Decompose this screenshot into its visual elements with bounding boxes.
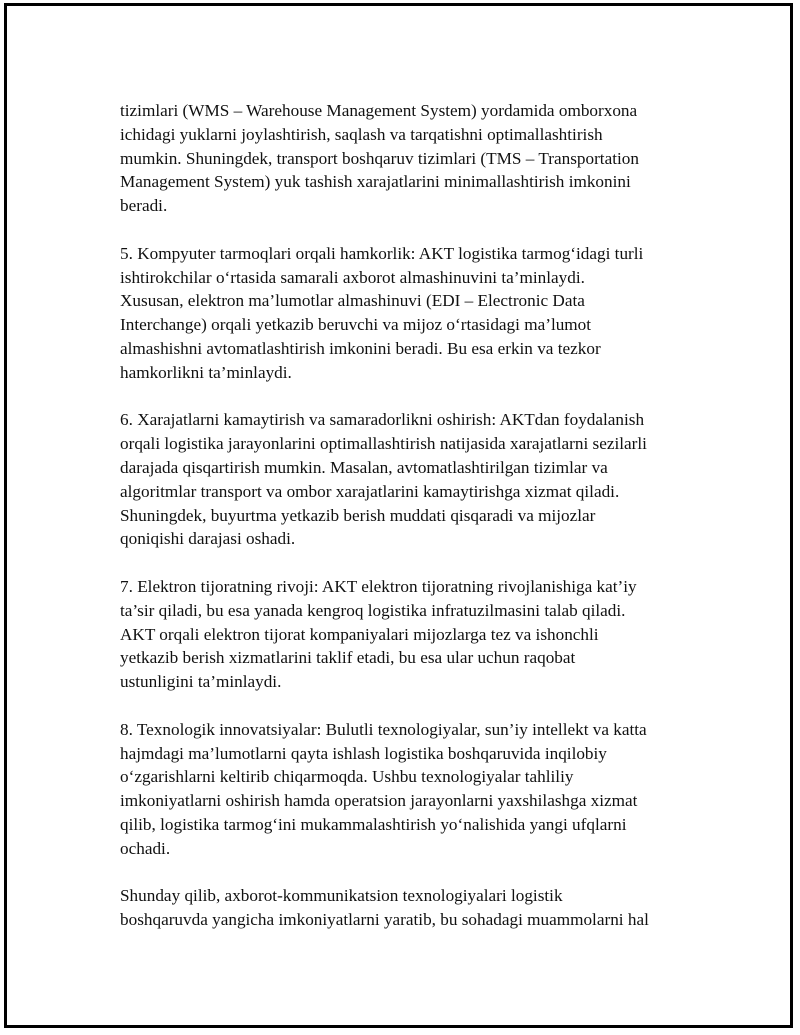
text-line: almashishni avtomatlashtirish imkonini beradi. Bu esa erkin va tezkor [120, 338, 601, 358]
paragraph-item-5 [120, 242, 700, 385]
text-line: 6. Xarajatlarni kamaytirish va samaradorlikni oshirish: AKTdan foydalanish [120, 410, 645, 430]
text-line: Interchange) orqali yetkazib beruvchi va mijoz o‘rtasidagi ma’lumot [120, 315, 592, 335]
text-line: 5. Kompyuter tarmoqlari orqali hamkorlik: AKT logistika tarmog‘idagi turli [120, 243, 644, 263]
text-line: ichidagi yuklarni joylashtirish, saqlash va tarqatishni optimallashtirish [120, 124, 603, 144]
text-line: beradi. [120, 196, 168, 216]
text-line: qilib, logistika tarmog‘ini mukammalashtirish yo‘nalishida yangi ufqlarni [120, 814, 627, 834]
paragraph-item-6 [120, 408, 700, 551]
text-line: Management System) yuk tashish xarajatlarini minimallashtirish imkonini [120, 172, 631, 192]
text-line: imkoniyatlarni oshirish hamda operatsion jarayonlarni yaxshilashga xizmat [120, 791, 638, 811]
text-line: mumkin. Shuningdek, transport boshqaruv tizimlari (TMS – Transportation [120, 148, 639, 168]
text-line: ochadi. [120, 838, 171, 858]
text-line: 8. Texnologik innovatsiyalar: Bulutli texnologiyalar, sun’iy intellekt va katta [120, 719, 647, 739]
text-line: orqali logistika jarayonlarini optimallashtirish natijasida xarajatlarni sezilarli [120, 434, 647, 454]
text-line: ishtirokchilar o‘rtasida samarali axborot almashinuvini ta’minlaydi. [120, 267, 585, 287]
text-line: Xususan, elektron ma’lumotlar almashinuvi (EDI – Electronic Data [120, 291, 585, 311]
text-line: yetkazib berish xizmatlarini taklif etadi, bu esa ular uchun raqobat [120, 648, 576, 668]
text-line: 7. Elektron tijoratning rivoji: AKT elektron tijoratning rivojlanishiga kat’iy [120, 576, 637, 596]
paragraph-item-7 [120, 575, 700, 694]
text-line: AKT orqali elektron tijorat kompaniyalari mijozlarga tez va ishonchli [120, 624, 599, 644]
text-line: qoniqishi darajasi oshadi. [120, 529, 296, 549]
text-line: algoritmlar transport va ombor xarajatlarini kamaytirishga xizmat qiladi. [120, 481, 620, 501]
paragraph-item-8 [120, 718, 700, 861]
text-line: o‘zgarishlarni keltirib chiqarmoqda. Ushbu texnologiyalar tahliliy [120, 767, 574, 787]
text-line: Shuningdek, buyurtma yetkazib berish muddati qisqaradi va mijozlar [120, 505, 596, 525]
paragraph-wms-tms [120, 99, 700, 218]
text-line: ta’sir qiladi, bu esa yanada kengroq logistika infratuzilmasini talab qiladi. [120, 600, 626, 620]
text-line: ustunligini ta’minlaydi. [120, 672, 282, 692]
text-line: tizimlari (WMS – Warehouse Management System) yordamida omborxona [120, 101, 638, 120]
paragraph-conclusion [120, 884, 700, 932]
document-page [4, 3, 793, 1028]
text-line: hajmdagi ma’lumotlarni qayta ishlash logistika boshqaruvida inqilobiy [120, 743, 607, 763]
text-line: boshqaruvda yangicha imkoniyatlarni yaratib, bu sohadagi muammolarni hal [120, 910, 649, 930]
document-body [120, 99, 700, 956]
text-line: hamkorlikni ta’minlaydi. [120, 362, 292, 382]
text-line: Shunday qilib, axborot-kommunikatsion texnologiyalari logistik [120, 886, 563, 906]
text-line: darajada qisqartirish mumkin. Masalan, avtomatlashtirilgan tizimlar va [120, 457, 608, 477]
